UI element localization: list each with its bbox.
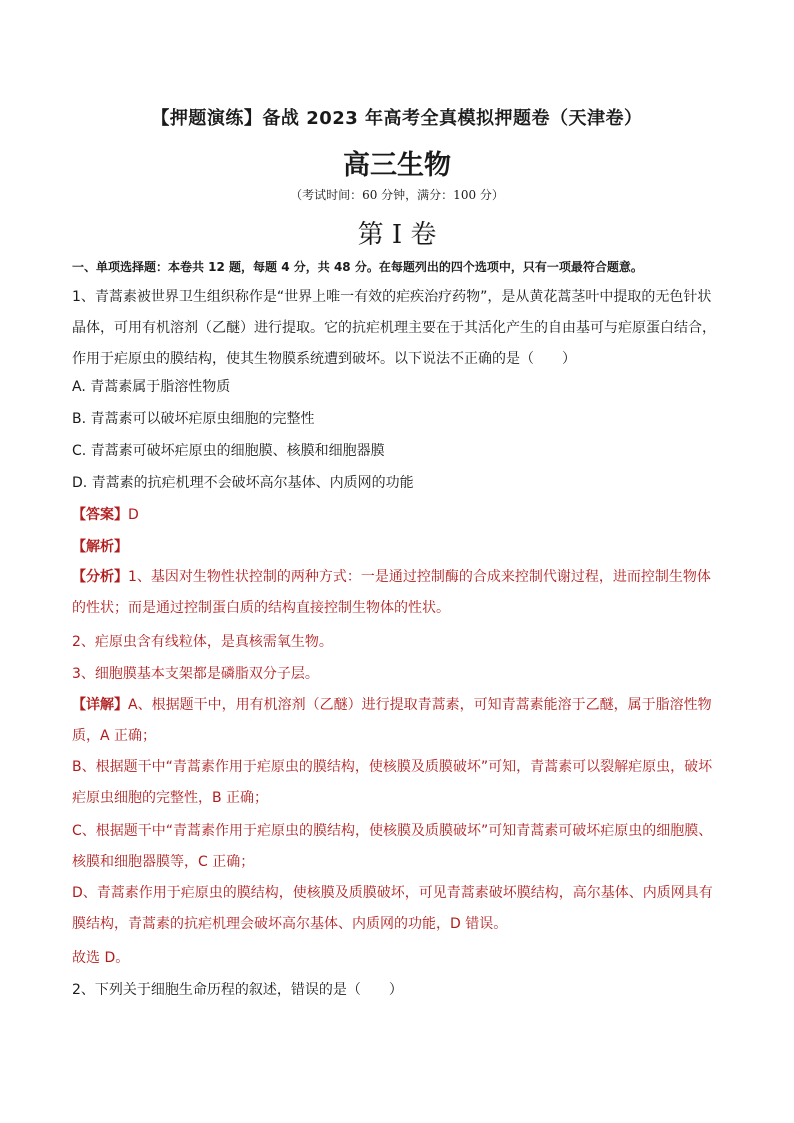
fenxi-point-2: 2、疟原虫含有线粒体，是真核需氧生物。 <box>72 634 333 650</box>
question-1-option-a: A. 青蒿素属于脂溶性物质 <box>72 379 231 395</box>
detail-a-text: A、根据题干中，用有机溶剂（乙醚）进行提取青蒿素，可知青蒿素能溶于乙醚，属于脂溶性物质，A 正确； <box>72 697 712 744</box>
detail-c: C、根据题干中“青蒿素作用于疟原虫的膜结构，使核膜及质膜破坏”可知青蒿素可破坏疟原虫的细胞膜、核膜和细胞器膜等，C 正确； <box>72 823 713 870</box>
exam-info: （考试时间：60 分钟，满分：100 分） <box>290 188 504 202</box>
fenxi-point-1: 1、基因对生物性状控制的两种方式：一是通过控制酶的合成来控制代谢过程，进而控制生物体的性状；而是通过控制蛋白质的结构直接控制生物体的性状。 <box>72 569 711 616</box>
fenxi-paragraph <box>72 562 724 624</box>
question-1-option-b: B. 青蒿素可以破坏疟原虫细胞的完整性 <box>72 411 315 427</box>
analysis-tag: 【解析】 <box>72 539 128 555</box>
answer-value: D <box>128 507 139 523</box>
question-1-option-d: D. 青蒿素的抗疟机理不会破坏高尔基体、内质网的功能 <box>72 475 414 491</box>
detail-a <box>72 690 724 752</box>
exam-title: 【押题演练】备战 2023 年高考全真模拟押题卷（天津卷） <box>151 108 643 129</box>
answer-tag: 【答案】 <box>72 507 128 523</box>
detail-b: B、根据题干中“青蒿素作用于疟原虫的膜结构，使核膜及质膜破坏”可知，青蒿素可以裂解疟原虫，破坏疟原虫细胞的完整性，B 正确； <box>72 759 713 806</box>
fenxi-tag: 【分析】 <box>72 569 128 585</box>
question-1-option-c: C. 青蒿素可破坏疟原虫的细胞膜、核膜和细胞器膜 <box>72 443 385 459</box>
subject-heading: 高三生物 <box>343 150 451 181</box>
xiangjie-tag: 【详解】 <box>72 697 128 713</box>
question-2-stem: 2、下列关于细胞生命历程的叙述，错误的是（ ） <box>72 982 403 998</box>
answer-line <box>72 505 732 525</box>
detail-d: D、青蒿素作用于疟原虫的膜结构，使核膜及质膜破坏，可见青蒿素破坏膜结构，高尔基体、内质网具有膜结构，青蒿素的抗疟机理会破坏高尔基体、内质网的功能，D 错误。 <box>72 885 713 932</box>
fenxi-point-3: 3、细胞膜基本支架都是磷脂双分子层。 <box>72 666 319 682</box>
question-1-stem: 1、青蒿素被世界卫生组织称作是“世界上唯一有效的疟疾治疗药物”，是从黄花蒿茎叶中提取的无色针状晶体，可用有机溶剂（乙醚）进行提取。它的抗疟机理主要在于其活化产生的自由基可与疟原蛋白结合，作用于疟原虫的膜结构，使其生物膜系统遭到破坏。以下说法不正确的是（ ） <box>72 289 716 367</box>
section-instructions: 一、单项选择题：本卷共 12 题，每题 4 分，共 48 分。在每题列出的四个选项中，只有一项最符合题意。 <box>72 260 643 274</box>
volume-heading: 第 I 卷 <box>357 220 437 250</box>
conclusion: 故选 D。 <box>72 950 130 966</box>
analysis-line <box>72 537 732 557</box>
